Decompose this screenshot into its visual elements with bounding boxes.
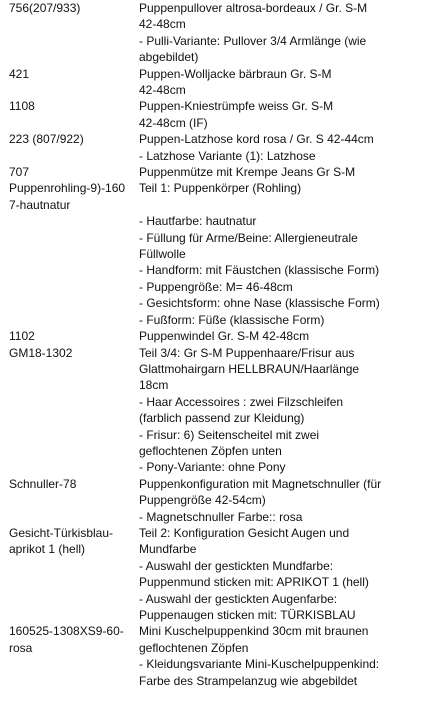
item-sku-line: 421 bbox=[9, 66, 30, 81]
item-sku-line: 707 bbox=[9, 165, 30, 180]
item-description-line: Teil 1: Puppenkörper (Rohling) bbox=[139, 181, 302, 196]
item-description-cell bbox=[139, 180, 440, 328]
item-description-cell bbox=[139, 131, 440, 164]
item-description-cell bbox=[139, 328, 440, 344]
item-description-line: - Frisur: 6) Seitenscheitel mit zwei bbox=[139, 427, 320, 442]
item-description-line: - Füllung für Arme/Beine: Allergieneutrale bbox=[139, 230, 358, 245]
table-row bbox=[0, 0, 440, 66]
item-description-line: Puppenwindel Gr. S-M 42-48cm bbox=[139, 329, 310, 344]
table-row bbox=[0, 328, 440, 344]
item-description-line: Puppen-Kniestrümpfe weiss Gr. S-M bbox=[139, 99, 334, 114]
item-description-cell bbox=[139, 66, 440, 99]
item-sku-line: Gesicht-Türkisblau- bbox=[9, 525, 114, 540]
item-description-line: abgebildet) bbox=[139, 50, 199, 65]
item-description-line: Mini Kuschelpuppenkind 30cm mit braunen bbox=[139, 624, 369, 639]
item-sku-line: 1102 bbox=[9, 329, 35, 344]
table-row bbox=[0, 345, 440, 476]
item-description-line: Puppenmund sticken mit: APRIKOT 1 (hell) bbox=[139, 575, 369, 590]
item-description-line: - Haar Accessoires : zwei Filzschleifen bbox=[139, 394, 344, 409]
item-sku-line: Puppenrohling-9)-160 bbox=[9, 181, 126, 196]
item-description-line: Füllwolle bbox=[139, 247, 186, 262]
item-description-line: (farblich passend zur Kleidung) bbox=[139, 411, 305, 426]
item-description-line: Puppenmütze mit Krempe Jeans Gr S-M bbox=[139, 165, 356, 180]
item-sku-line: 756(207/933) bbox=[9, 1, 81, 15]
item-description-cell bbox=[139, 345, 440, 476]
item-description-cell bbox=[139, 164, 440, 180]
table-row bbox=[0, 525, 440, 623]
item-description-line: - Auswahl der gestickten Mundfarbe: bbox=[139, 558, 334, 573]
item-sku-line: 160525-1308XS9-60- bbox=[9, 624, 124, 639]
item-sku-cell bbox=[0, 164, 139, 180]
item-description-line: - Gesichtsform: ohne Nase (klassische Form) bbox=[139, 296, 380, 311]
item-description-line: Teil 2: Konfiguration Gesicht Augen und bbox=[139, 525, 350, 540]
item-description-line: 42-48cm bbox=[139, 83, 186, 98]
item-description-line: - Pulli-Variante: Pullover 3/4 Armlänge (wie bbox=[139, 33, 367, 48]
table-row bbox=[0, 623, 440, 689]
item-description-line: 18cm bbox=[139, 378, 169, 393]
table-row bbox=[0, 180, 440, 328]
item-description-line: Puppen-Wolljacke bärbraun Gr. S-M bbox=[139, 66, 332, 81]
item-description-line: geflochtenen Zöpfen bbox=[139, 640, 249, 655]
item-sku-line: rosa bbox=[9, 640, 33, 655]
blank-line bbox=[139, 197, 440, 213]
item-description-cell bbox=[139, 525, 440, 623]
item-description-line: - Pony-Variante: ohne Pony bbox=[139, 460, 286, 475]
item-description-line: Farbe des Strampelanzug wie abgebildet bbox=[139, 673, 358, 688]
item-description-cell bbox=[139, 0, 440, 66]
table-row bbox=[0, 476, 440, 525]
item-description-line: geflochtenen Zöpfen unten bbox=[139, 443, 282, 458]
item-description-line: - Handform: mit Fäustchen (klassische Form) bbox=[139, 263, 380, 278]
item-description-line: - Fußform: Füße (klassische Form) bbox=[139, 312, 325, 327]
item-description-line: - Latzhose Variante (1): Latzhose bbox=[139, 148, 316, 163]
item-sku-cell bbox=[0, 131, 139, 164]
item-sku-cell bbox=[0, 180, 139, 328]
item-sku-cell bbox=[0, 525, 139, 623]
item-description-line: Glattmohairgarn HELLBRAUN/Haarlänge bbox=[139, 361, 360, 376]
table-row bbox=[0, 131, 440, 164]
item-description-line: Mundfarbe bbox=[139, 542, 197, 557]
item-sku-cell bbox=[0, 66, 139, 99]
table-row bbox=[0, 98, 440, 131]
item-sku-line: Schnuller-78 bbox=[9, 476, 77, 491]
item-sku-line: GM18-1302 bbox=[9, 345, 73, 360]
item-description-line: 42-48cm (IF) bbox=[139, 115, 208, 130]
item-sku-cell bbox=[0, 328, 139, 344]
item-sku-cell bbox=[0, 0, 139, 66]
item-description-line: Teil 3/4: Gr S-M Puppenhaare/Frisur aus bbox=[139, 345, 355, 360]
item-sku-cell bbox=[0, 476, 139, 525]
item-description-cell bbox=[139, 623, 440, 689]
item-description-line: - Auswahl der gestickten Augenfarbe: bbox=[139, 591, 338, 606]
item-description-line: - Puppengröße: M= 46-48cm bbox=[139, 279, 293, 294]
item-sku-line: 223 (807/922) bbox=[9, 132, 84, 147]
item-description-cell bbox=[139, 476, 440, 525]
item-description-cell bbox=[139, 98, 440, 131]
item-sku-line: 1108 bbox=[9, 99, 35, 114]
item-description-line: - Kleidungsvariante Mini-Kuschelpuppenkind: bbox=[139, 657, 380, 672]
item-description-line: Puppenpullover altrosa-bordeaux / Gr. S-M bbox=[139, 1, 368, 15]
item-sku-cell bbox=[0, 623, 139, 689]
table-row bbox=[0, 66, 440, 99]
item-description-line: Puppenaugen sticken mit: TÜRKISBLAU bbox=[139, 608, 356, 623]
item-sku-line: 7-hautnatur bbox=[9, 197, 71, 212]
item-sku-line: aprikot 1 (hell) bbox=[9, 542, 86, 557]
table-row bbox=[0, 164, 440, 180]
item-description-line: 42-48cm bbox=[139, 17, 186, 32]
item-sku-cell bbox=[0, 98, 139, 131]
item-sku-cell bbox=[0, 345, 139, 476]
item-description-line: - Hautfarbe: hautnatur bbox=[139, 214, 257, 229]
item-description-line: Puppengröße 42-54cm) bbox=[139, 493, 266, 508]
item-description-line: Puppenkonfiguration mit Magnetschnuller (für bbox=[139, 476, 382, 491]
item-description-line: - Magnetschnuller Farbe:: rosa bbox=[139, 509, 303, 524]
item-description-line: Puppen-Latzhose kord rosa / Gr. S 42-44cm bbox=[139, 132, 374, 147]
